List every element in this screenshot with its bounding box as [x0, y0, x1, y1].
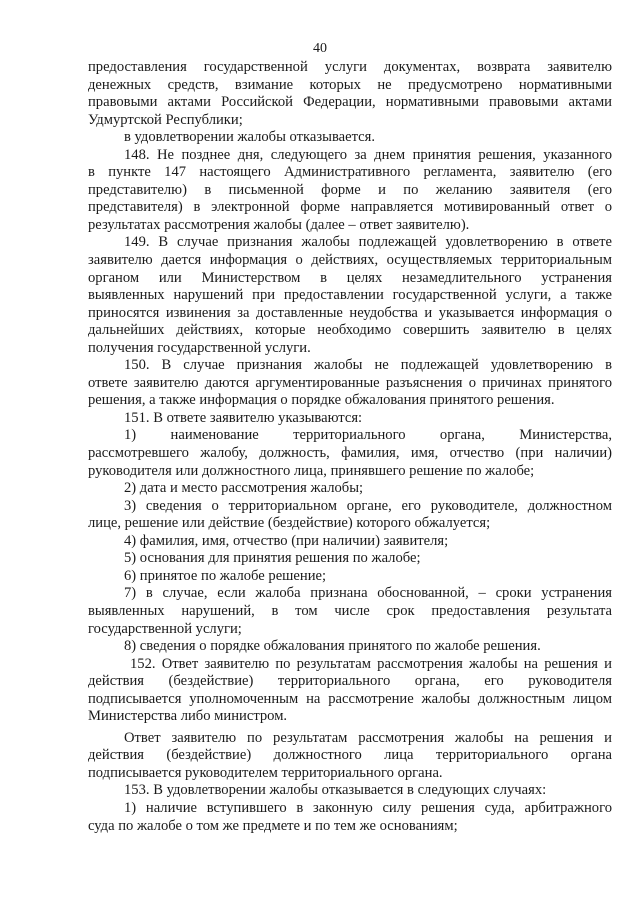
text-line: Удмуртской Республики; [88, 111, 243, 128]
text-line: 8) сведения о порядке обжалования принятого по жалобе решения. [124, 638, 541, 655]
text-line: 5) основания для принятия решения по жалобе; [124, 550, 421, 567]
text-line: 151. В ответе заявителю указываются: [124, 409, 363, 426]
text-line: 2) дата и место рассмотрения жалобы; [124, 480, 364, 497]
text-line: 149. В случае признания жалобы подлежащей удовлетворению в ответе [124, 234, 612, 251]
text-line: ответе заявителю даются аргументированные разъяснения о причинах принятого [88, 374, 612, 391]
text-line: суда по жалобе о том же предмете и по тем же основаниям; [88, 817, 458, 834]
text-line: подписывается руководителем территориального органа. [88, 764, 443, 781]
text-line: 4) фамилия, имя, отчество (при наличии) заявителя; [124, 532, 449, 549]
text-line: действия (бездействие) должностного лица территориального органа [88, 747, 612, 764]
text-line: Ответ заявителю по результатам рассмотрения жалобы на решения и [124, 729, 612, 746]
text-line: выявленных нарушений, в том числе срок предоставления результата [88, 602, 612, 619]
text-line: выявленных нарушений при предоставлении государственной услуги, а также [88, 287, 612, 304]
text-line: 3) сведения о территориальном органе, его руководителе, должностном [124, 497, 612, 514]
text-line: в удовлетворении жалобы отказывается. [124, 129, 376, 146]
text-line: представителя) в электронной форме направляется мотивированный ответ о [88, 199, 612, 216]
text-line: 153. В удовлетворении жалобы отказывается в следующих случаях: [124, 782, 547, 799]
text-line: представителю) в письменной форме и по желанию заявителя (его [88, 181, 612, 198]
page-number: 40 [313, 41, 327, 56]
text-line: приносятся извинения за доставленные неудобства и указывается информация о [88, 304, 612, 321]
text-line: органом или Министерством в целях незамедлительного устранения [88, 269, 612, 286]
text-line: дальнейших действиях, которые необходимо совершить заявителю в целях [88, 322, 612, 339]
text-line: Министерства либо министром. [88, 708, 288, 725]
document-body [88, 59, 612, 835]
text-line: денежных средств, взимание которых не предусмотрено нормативными [88, 76, 612, 93]
text-line: предоставления государственной услуги документах, возврата заявителю [88, 59, 612, 75]
text-line: получения государственной услуги. [88, 339, 311, 356]
text-line: решения, а также информация о порядке обжалования принятого решения. [88, 392, 555, 409]
text-line: действия (бездействие) территориального органа, его руководителя [88, 673, 612, 690]
text-line: в пункте 147 настоящего Административного регламента, заявителю (его [88, 164, 612, 181]
text-line: лице, решение или действие (бездействие) которого обжалуется; [88, 515, 491, 532]
text-line: 148. Не позднее дня, следующего за днем принятия решения, указанного [124, 146, 612, 163]
text-line: правовыми актами Российской Федерации, нормативными правовыми актами [88, 94, 612, 111]
text-line: подписывается уполномоченным на рассмотрение жалобы должностным лицом [88, 690, 612, 707]
text-line: 7) в случае, если жалоба признана обоснованной, – сроки устранения [124, 585, 612, 602]
text-line: 6) принятое по жалобе решение; [124, 567, 327, 584]
text-line: государственной услуги; [88, 620, 242, 637]
text-line: 1) наименование территориального органа, Министерства, [124, 427, 612, 444]
text-line: рассмотревшего жалобу, должность, фамилия, имя, отчество (при наличии) [88, 445, 612, 462]
text-line: заявителю дается информация о действиях, осуществляемых территориальным [88, 252, 612, 269]
text-line: 152. Ответ заявителю по результатам рассмотрения жалобы на решения и [130, 655, 612, 672]
text-line: 1) наличие вступившего в законную силу решения суда, арбитражного [124, 799, 612, 816]
text-line: 150. В случае признания жалобы не подлежащей удовлетворению в [124, 357, 612, 374]
text-line: руководителя или должностного лица, принявшего решение по жалобе; [88, 462, 535, 479]
text-line: результатах рассмотрения жалобы (далее – ответ заявителю). [88, 216, 470, 233]
